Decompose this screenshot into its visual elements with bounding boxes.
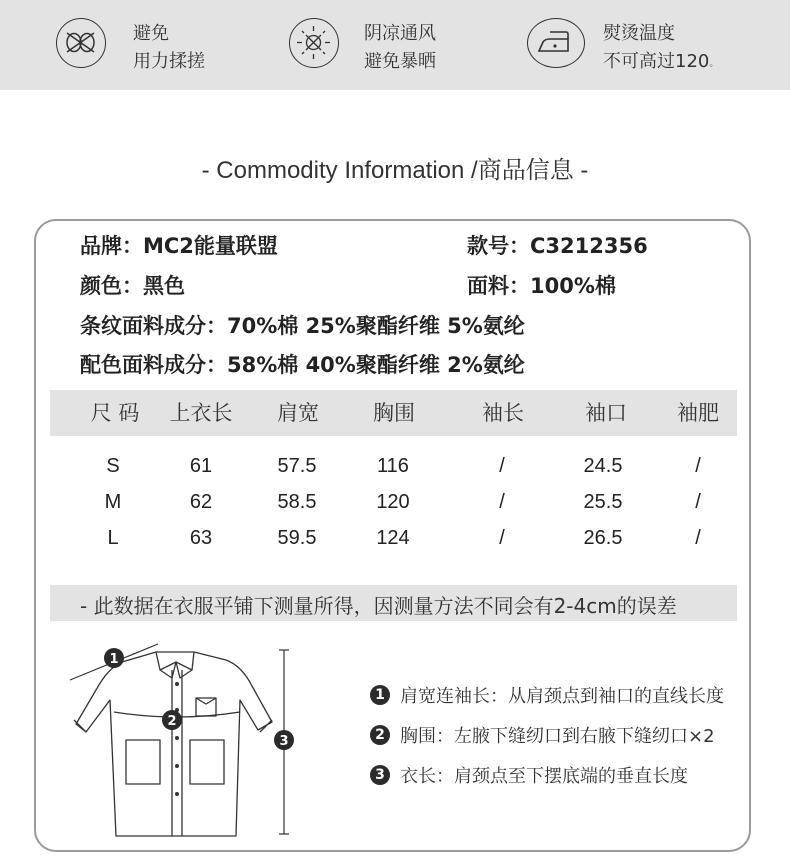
care-text-iron: 熨烫温度 不可高过120。	[603, 23, 719, 72]
cell-cuff: 26.5	[583, 527, 623, 549]
shade-dry-icon	[289, 18, 339, 68]
cell-chest: 116	[377, 455, 409, 477]
cell-length: 63	[189, 527, 213, 549]
accent-fabric-text: 配色面料成分：58%棉 40%聚酯纤维 2%氨纶	[80, 353, 525, 377]
marker-1	[104, 648, 124, 668]
cell-chest: 120	[376, 491, 410, 513]
cell-sleeve-length: /	[499, 491, 505, 513]
care-instructions-strip	[0, 0, 790, 90]
legend-shoulder-sleeve	[370, 682, 724, 712]
brand-text: 品牌：MC2能量联盟	[80, 234, 278, 258]
cell-length: 61	[189, 455, 213, 477]
header-size: 尺 码	[90, 401, 140, 425]
cell-sleeve-length: /	[499, 455, 505, 477]
care-text-no-rub: 避免 用力揉搓	[133, 23, 205, 72]
header-cuff: 袖口	[585, 401, 627, 425]
legend-number-3: 3	[370, 765, 390, 785]
cell-shoulder: 58.5	[277, 491, 317, 513]
iron-icon	[527, 18, 585, 68]
legend-text-3: 衣长：肩颈点至下摆底端的垂直长度	[400, 766, 688, 787]
measurement-note: - 此数据在衣服平铺下测量所得，因测量方法不同会有2-4cm的误差	[80, 594, 677, 618]
cell-chest: 124	[376, 527, 410, 549]
legend-length	[370, 762, 688, 792]
svg-text:3: 3	[279, 734, 289, 749]
cell-sleeve-width: /	[695, 491, 701, 513]
legend-number-2: 2	[370, 725, 390, 745]
svg-text:2: 2	[167, 714, 177, 729]
stripe-fabric-text: 条纹面料成分：70%棉 25%聚酯纤维 5%氨纶	[80, 314, 525, 338]
section-title: - Commodity Information /商品信息 -	[201, 157, 589, 184]
svg-text:1: 1	[109, 652, 119, 667]
size-table-header	[50, 390, 737, 436]
cell-shoulder: 59.5	[277, 527, 317, 549]
header-chest: 胸围	[373, 401, 415, 425]
cell-size: S	[106, 455, 120, 477]
header-sleeve-length: 袖长	[482, 401, 524, 425]
header-sleeve-width: 袖肥	[677, 401, 719, 425]
no-rub-icon	[56, 18, 106, 68]
legend-text-1: 肩宽连袖长：从肩颈点到袖口的直线长度	[400, 686, 724, 707]
cell-sleeve-width: /	[695, 455, 701, 477]
header-shoulder: 肩宽	[277, 401, 319, 425]
marker-2	[162, 710, 182, 730]
cell-sleeve-width: /	[695, 527, 701, 549]
fabric-text: 面料：100%棉	[467, 274, 616, 298]
measurement-note-bar	[50, 585, 737, 621]
cell-cuff: 24.5	[583, 455, 623, 477]
legend-text-2: 胸围：左腋下缝纫口到右腋下缝纫口×2	[400, 726, 715, 747]
header-length: 上衣长	[169, 401, 233, 425]
marker-3	[274, 730, 294, 750]
style-number-text: 款号：C3212356	[467, 234, 648, 258]
color-text: 颜色：黑色	[80, 274, 185, 298]
cell-cuff: 25.5	[583, 491, 623, 513]
legend-number-1: 1	[370, 685, 390, 705]
cell-sleeve-length: /	[499, 527, 505, 549]
care-text-shade-dry: 阴凉通风 避免暴晒	[364, 23, 436, 72]
legend-chest	[370, 722, 715, 752]
cell-size: M	[104, 491, 122, 513]
cell-shoulder: 57.5	[277, 455, 317, 477]
garment-measurement-diagram	[60, 640, 310, 840]
cell-size: L	[107, 527, 119, 549]
cell-length: 62	[189, 491, 213, 513]
